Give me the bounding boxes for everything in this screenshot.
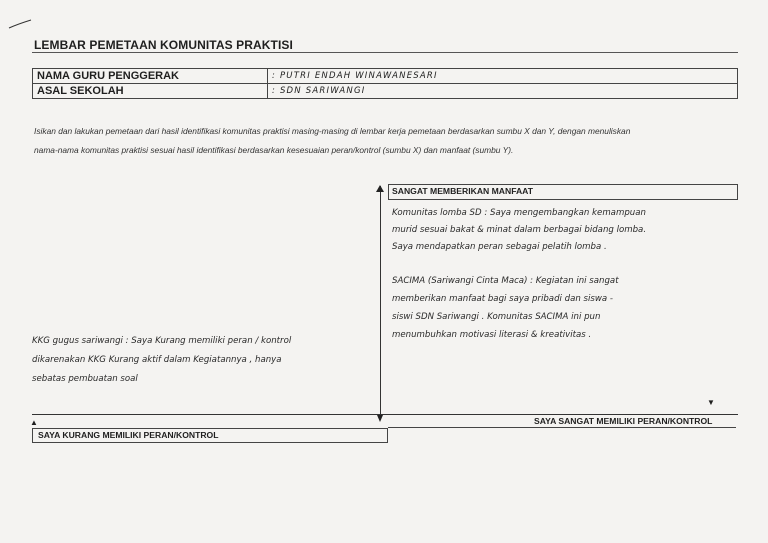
note-line: sebatas pembuatan soal [32,374,138,384]
x-axis-right-label: SAYA SANGAT MEMILIKI PERAN/KONTROL [534,416,713,426]
table-row [33,69,738,84]
instructions-line: nama-nama komunitas praktisi sesuai hasil identifikasi berdasarkan kesesuaian peran/kontrol (sumbu X) dan manfaat (sumbu Y). [34,145,514,155]
handwritten-note-low-control [32,332,382,389]
instructions-line: Isikan dan lakukan pemetaan dari hasil identifikasi komunitas praktisi masing-masing di lembar kerja pemetaan berdasarkan sumbu X dan Y, dengan menuliskan [34,126,631,136]
document-title: LEMBAR PEMETAAN KOMUNITAS PRAKTISI [34,38,293,52]
note-line: memberikan manfaat bagi saya pribadi dan siswa - [392,294,614,304]
arrow-up-icon [373,185,387,199]
note-line: SACIMA (Sariwangi Cinta Maca) : Kegiatan ini sangat [392,276,619,286]
note-line: menumbuhkan motivasi literasi & kreativitas . [392,330,592,340]
y-axis-top-label: SANGAT MEMBERIKAN MANFAAT [392,186,533,196]
note-line: Saya mendapatkan peran sebagai pelatih lomba . [392,242,607,252]
arrow-down-icon: ▼ [707,398,715,407]
note-line: KKG gugus sariwangi : Saya Kurang memiliki peran / kontrol [32,336,292,346]
school-label: ASAL SEKOLAH [33,84,268,99]
note-line: murid sesuai bakat & minat dalam berbagai bidang lomba. [392,225,647,235]
title-divider [32,52,738,53]
note-line: dikarenakan KKG Kurang aktif dalam Kegiatannya , hanya [32,355,282,365]
school-value: : SDN SARIWANGI [268,84,738,99]
instructions-text [34,122,744,160]
teacher-name-label: NAMA GURU PENGGERAK [33,69,268,84]
arrow-up-icon: ▲ [30,418,38,427]
teacher-name-value: : PUTRI ENDAH WINAWANESARI [268,69,738,84]
handwritten-note-sacima [392,272,764,344]
x-axis-left-label: SAYA KURANG MEMILIKI PERAN/KONTROL [38,430,219,440]
table-row [33,84,738,99]
arrow-down-icon [377,412,383,422]
note-line: siswi SDN Sariwangi . Komunitas SACIMA ini pun [392,312,601,322]
note-line: Komunitas lomba SD : Saya mengembangkan kemampuan [392,208,646,218]
pen-mark [8,18,32,30]
handwritten-note-lomba [392,205,764,256]
identity-table [32,68,738,99]
